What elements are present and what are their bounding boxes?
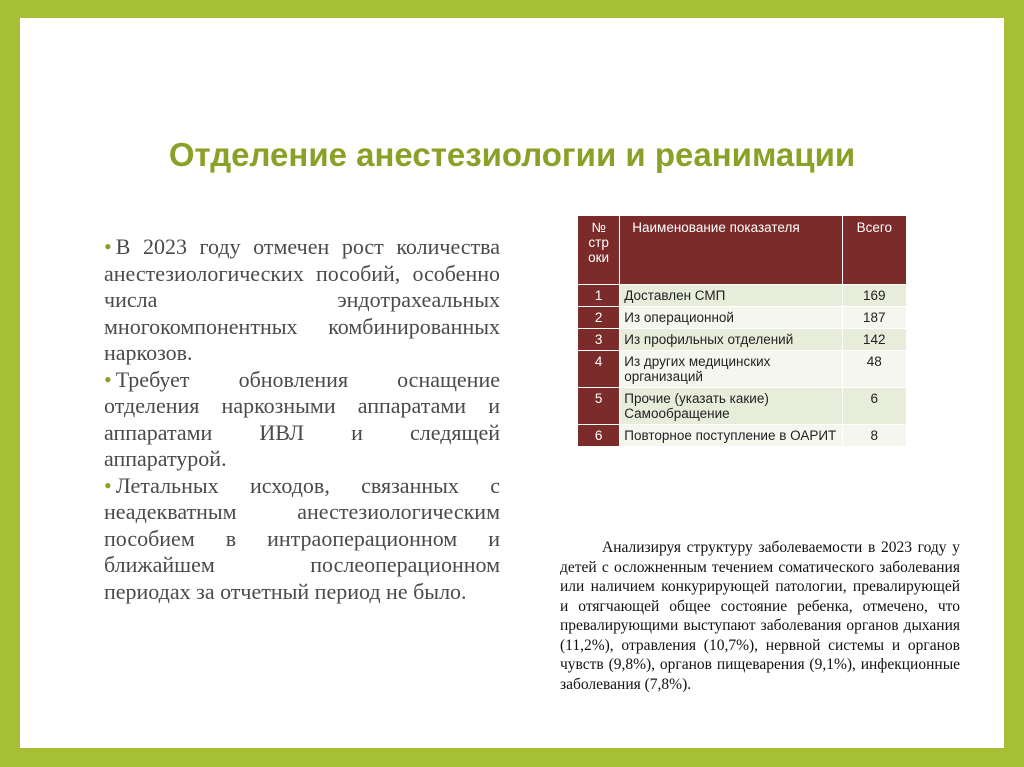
bullet-list [104, 234, 500, 605]
indicator-total: 6 [842, 388, 906, 425]
row-number: 4 [578, 351, 620, 388]
indicator-name: Из операционной [620, 307, 842, 329]
table-row [578, 351, 907, 388]
row-number: 6 [578, 425, 620, 447]
indicator-total: 187 [842, 307, 906, 329]
indicator-total: 169 [842, 285, 906, 307]
header-row-number: № стр оки [578, 216, 620, 285]
bullet-icon: • [104, 234, 112, 259]
admissions-table [577, 215, 907, 447]
row-number: 3 [578, 329, 620, 351]
bullet-item: • Требует обновления оснащение отделения наркозными аппаратами и аппаратами ИВЛ и следящей аппаратурой. [104, 366, 500, 471]
table-row [578, 285, 907, 307]
indicator-total: 8 [842, 425, 906, 447]
analysis-paragraph: Анализируя структуру заболеваемости в 2023 году у детей с осложненным течением соматического заболевания или наличием конкурирующей патологии, превалирующей и отягчающей общее состояние ребенка, отмечено, что превалирующими выступают заболевания органов дыхания (11,2%), отравления (10,7%), нервной системы и органов чувств (9,8%), органов пищеварения (9,1%), инфекционные заболевания (7,8%). [560, 539, 960, 693]
table-row [578, 329, 907, 351]
indicator-total: 48 [842, 351, 906, 388]
header-indicator-name: Наименование показателя [620, 216, 842, 285]
indicator-name: Из других медицинских организаций [620, 351, 842, 388]
table-row [578, 307, 907, 329]
row-number: 2 [578, 307, 620, 329]
header-total: Всего [842, 216, 906, 285]
table-row [578, 425, 907, 447]
indicator-name: Повторное поступление в ОАРИТ [620, 425, 842, 447]
row-number: 5 [578, 388, 620, 425]
indicator-name: Доставлен СМП [620, 285, 842, 307]
table-header-row [578, 216, 907, 285]
indicator-total: 142 [842, 329, 906, 351]
bullet-icon: • [104, 472, 112, 498]
bullet-item: • Летальных исходов, связанных с неадекватным анестезиологическим пособием в интраоперационном и ближайшем послеоперационном периодах за отчетный период не было. [104, 472, 500, 604]
indicator-name: Из профильных отделений [620, 329, 842, 351]
indicator-name: Прочие (указать какие) Самообращение [620, 388, 842, 425]
row-number: 1 [578, 285, 620, 307]
table-row [578, 388, 907, 425]
bullet-icon: • [104, 366, 112, 392]
page-title: Отделение анестезиологии и реанимации [168, 136, 856, 173]
bullet-item: • В 2023 году отмечен рост количества анестезиологических пособий, особенно числа эндотрахеальных многокомпонентных комбинированных наркозов. [104, 234, 500, 365]
